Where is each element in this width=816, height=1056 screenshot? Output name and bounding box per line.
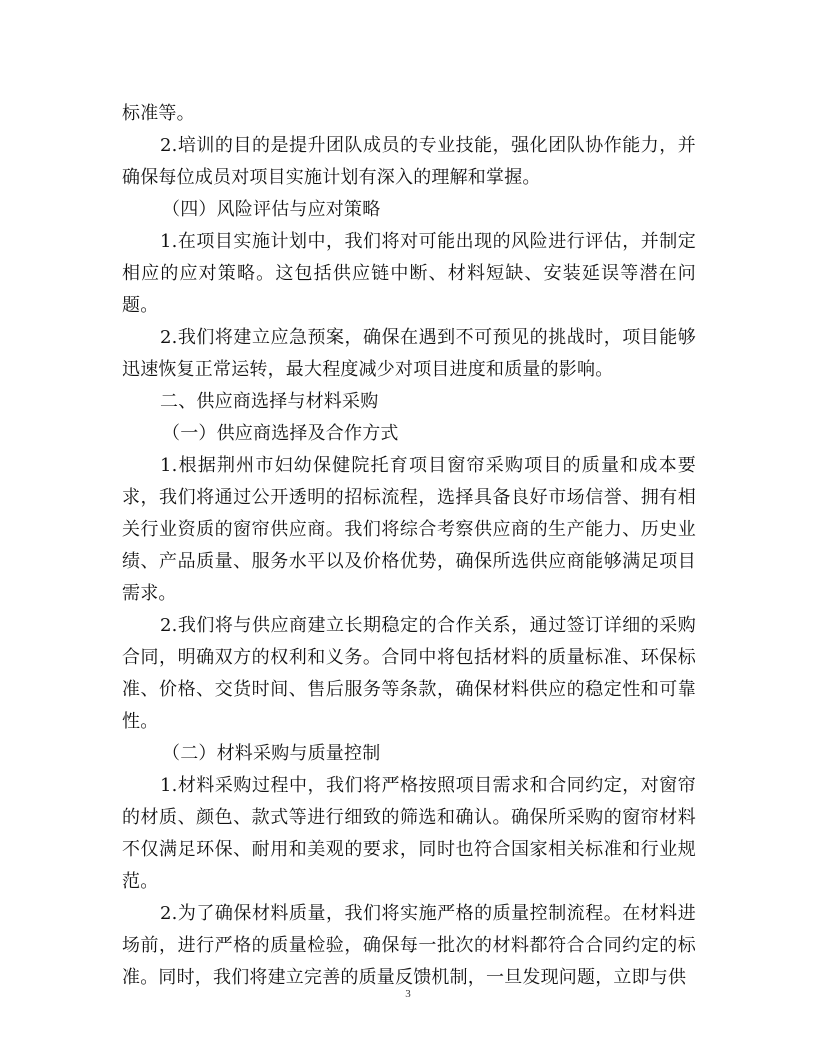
page-number: 3 bbox=[405, 988, 411, 1000]
contingency-plan-paragraph: 2.我们将建立应急预案，确保在遇到不可预见的挑战时，项目能够迅速恢复正常运转，最大程度减少对项目进度和质量的影响。 bbox=[122, 327, 696, 380]
section-heading-supplier: 二、供应商选择与材料采购 bbox=[160, 391, 379, 412]
quality-control-paragraph: 2.为了确保材料质量，我们将实施严格的质量控制流程。在材料进场前，进行严格的质量检验，确保每一批次的材料都符合合同约定的标准。同时，我们将建立完善的质量反馈机制，一旦发现问题，立即与供 bbox=[122, 903, 696, 988]
supplier-selection-paragraph: 1.根据荆州市妇幼保健院托育项目窗帘采购项目的质量和成本要求，我们将通过公开透明的招标流程，选择具备良好市场信誉、拥有相关行业资质的窗帘供应商。我们将综合考察供应商的生产能力、历史业绩、产品质量、服务水平以及价格优势，确保所选供应商能够满足项目需求。 bbox=[122, 455, 696, 604]
material-procurement-paragraph: 1.材料采购过程中，我们将严格按照项目需求和合同约定，对窗帘的材质、颜色、款式等进行细致的筛选和确认。确保所采购的窗帘材料不仅满足环保、耐用和美观的要求，同时也符合国家相关标准和行业规范。 bbox=[122, 775, 696, 892]
training-goal-paragraph: 2.培训的目的是提升团队成员的专业技能，强化团队协作能力，并确保每位成员对项目实施计划有深入的理解和掌握。 bbox=[122, 135, 696, 188]
section-heading-quality-control: （二）材料采购与质量控制 bbox=[162, 743, 381, 764]
continuation-paragraph: 标准等。 bbox=[122, 103, 195, 124]
supplier-cooperation-paragraph: 2.我们将与供应商建立长期稳定的合作关系，通过签订详细的采购合同，明确双方的权利和义务。合同中将包括材料的质量标准、环保标准、价格、交货时间、售后服务等条款，确保材料供应的稳定性和可靠性。 bbox=[122, 615, 696, 732]
section-heading-risk: （四）风险评估与应对策略 bbox=[162, 199, 381, 220]
page-body bbox=[122, 98, 696, 994]
section-heading-supplier-selection: （一）供应商选择及合作方式 bbox=[162, 423, 399, 444]
risk-assessment-paragraph: 1.在项目实施计划中，我们将对可能出现的风险进行评估，并制定相应的应对策略。这包括供应链中断、材料短缺、安装延误等潜在问题。 bbox=[122, 231, 696, 316]
